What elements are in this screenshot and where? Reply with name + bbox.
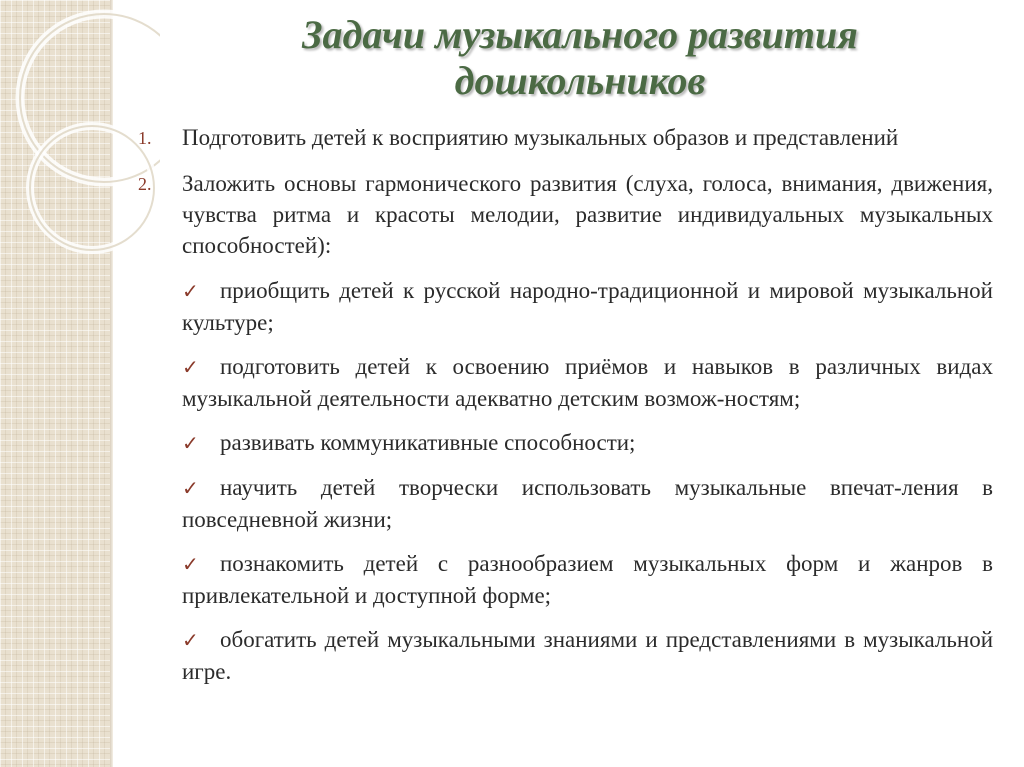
checkmark-icon: ✓ [182, 279, 199, 303]
check-list [182, 275, 993, 687]
check-item-text: подготовить детей к освоению приёмов и навыков в различных видах музыкальной деятельности адекватно детским возмож-ностям; [182, 354, 993, 411]
check-item [182, 624, 993, 687]
checkmark-icon: ✓ [182, 628, 199, 652]
check-item [182, 351, 993, 414]
slide-content [138, 122, 993, 700]
check-item [182, 427, 993, 459]
checkmark-icon: ✓ [182, 355, 199, 379]
item-text: Заложить основы гармонического развития (слуха, голоса, внимания, движения, чувства ритма и красоты мелодии, развитие индивидуальных музыкальных способностей): [182, 171, 993, 258]
check-item [182, 548, 993, 611]
check-item-text: научить детей творчески использовать музыкальные впечат-ления в повседневной жизни; [182, 475, 993, 532]
item-text: Подготовить детей к восприятию музыкальных образов и представлений [182, 125, 899, 150]
check-item-text: обогатить детей музыкальными знаниями и представлениями в музыкальной игре. [182, 627, 993, 684]
check-item [182, 472, 993, 535]
numbered-item-2 [138, 168, 993, 261]
numbered-item-1 [138, 122, 993, 154]
item-number: 2. [138, 174, 152, 194]
check-item [182, 275, 993, 338]
item-number: 1. [138, 128, 152, 148]
check-item-text: приобщить детей к русской народно-традиционной и мировой музыкальной культуре; [182, 278, 993, 335]
decorative-rings [0, 0, 160, 300]
checkmark-icon: ✓ [182, 431, 199, 455]
check-item-text: познакомить детей с разнообразием музыкальных форм и жанров в привлекательной и доступной форме; [182, 551, 993, 608]
slide-title: Задачи музыкального развития дошкольников [302, 12, 858, 103]
checkmark-icon: ✓ [182, 476, 199, 500]
check-item-text: развивать коммуникативные способности; [220, 430, 636, 455]
checkmark-icon: ✓ [182, 552, 199, 576]
